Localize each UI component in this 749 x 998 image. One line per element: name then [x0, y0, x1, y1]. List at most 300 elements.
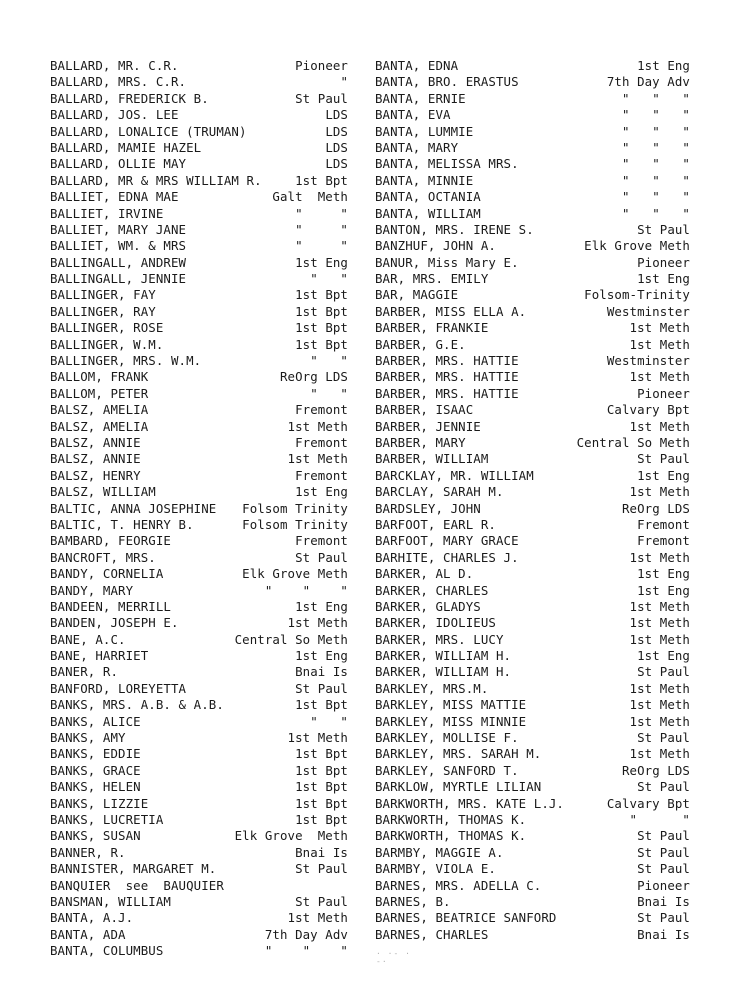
entry-church: Bnai Is: [295, 844, 348, 860]
entry-row: [50, 763, 348, 779]
entry-name: BANTA, MINNIE: [375, 172, 474, 188]
entry-row: [50, 107, 348, 123]
entry-row: [50, 238, 348, 254]
entry-church: Galt Meth: [272, 189, 348, 205]
entry-name: BANKS, LUCRETIA: [50, 811, 164, 827]
entry-church: 1st Eng: [295, 484, 348, 500]
entry-row: [375, 156, 690, 172]
entry-church: LDS: [325, 156, 348, 172]
entry-name: BANDEN, JOSEPH E.: [50, 615, 179, 631]
entry-church: 1st Meth: [629, 336, 690, 352]
entry-name: BARNES, CHARLES: [375, 926, 489, 942]
entry-church: Central So Meth: [234, 631, 348, 647]
entry-name: BARMBY, VIOLA E.: [375, 861, 496, 877]
entry-name: BARNES, BEATRICE SANFORD: [375, 910, 557, 926]
entry-church: Bnai Is: [295, 664, 348, 680]
entry-church: St Paul: [637, 779, 690, 795]
entry-row: [50, 468, 348, 484]
entry-name: BARKER, GLADYS: [375, 598, 481, 614]
entry-row: [375, 107, 690, 123]
entry-name: BALTIC, ANNA JOSEPHINE: [50, 500, 217, 516]
entry-name: BALLINGER, W.M.: [50, 336, 164, 352]
entry-row: [375, 124, 690, 140]
entry-church: St Paul: [295, 893, 348, 909]
entry-name: BALTIC, T. HENRY B.: [50, 516, 194, 532]
entry-church: Calvary Bpt: [606, 402, 690, 418]
entry-name: BANUR, Miss Mary E.: [375, 254, 519, 270]
entry-church: " " ": [621, 156, 690, 172]
entry-row: [375, 369, 690, 385]
entry-church: St Paul: [295, 861, 348, 877]
entry-name: BARKLEY, MISS MINNIE: [375, 713, 527, 729]
entry-row: [50, 583, 348, 599]
entry-church: " ": [295, 221, 348, 237]
entry-name: BARMBY, MAGGIE A.: [375, 844, 504, 860]
entry-church: 1st Eng: [637, 582, 690, 598]
entry-name: BARNES, B.: [375, 893, 451, 909]
entry-row: [375, 386, 690, 402]
entry-name: BARBER, ISAAC: [375, 402, 474, 418]
entry-church: " ": [310, 713, 348, 729]
entry-church: St Paul: [637, 910, 690, 926]
entry-row: [375, 566, 690, 582]
entry-church: 1st Meth: [629, 598, 690, 614]
entry-name: BARKLEY, MISS MATTIE: [375, 697, 527, 713]
entry-church: Folsom-Trinity: [584, 287, 690, 303]
entry-church: Pioneer: [637, 254, 690, 270]
entry-row: [50, 648, 348, 664]
entry-name: BALLIET, EDNA MAE: [50, 189, 179, 205]
entry-row: [375, 304, 690, 320]
entry-name: BANKS, SUSAN: [50, 828, 141, 844]
entry-church: Fremont: [637, 516, 690, 532]
right-column: [375, 58, 690, 943]
entry-church: Pioneer: [637, 385, 690, 401]
entry-church: 1st Bpt: [295, 303, 348, 319]
entry-name: BALLINGER, RAY: [50, 303, 156, 319]
entry-row: [50, 927, 348, 943]
entry-row: [375, 763, 690, 779]
entry-church: 1st Meth: [287, 910, 348, 926]
entry-name: BANZHUF, JOHN A.: [375, 238, 496, 254]
entry-church: " ": [310, 385, 348, 401]
entry-row: [50, 828, 348, 844]
entry-church: Westminster: [606, 353, 690, 369]
entry-name: BALSZ, AMELIA: [50, 402, 149, 418]
entry-church: Elk Grove Meth: [242, 566, 348, 582]
entry-row: [375, 140, 690, 156]
entry-name: BARBER, MARY: [375, 434, 466, 450]
entry-church: Calvary Bpt: [606, 795, 690, 811]
entry-row: [50, 714, 348, 730]
entry-row: [50, 550, 348, 566]
entry-church: ReOrg LDS: [621, 500, 690, 516]
entry-church: 1st Eng: [637, 467, 690, 483]
entry-row: [50, 402, 348, 418]
entry-name: BANTA, ADA: [50, 926, 126, 942]
entry-name: BANSMAN, WILLIAM: [50, 893, 171, 909]
entry-row: [375, 796, 690, 812]
entry-name: BAMBARD, FEORGIE: [50, 533, 171, 549]
entry-church: St Paul: [637, 861, 690, 877]
entry-row: [375, 435, 690, 451]
entry-church: " " ": [621, 172, 690, 188]
entry-row: [375, 845, 690, 861]
entry-church: 1st Meth: [287, 451, 348, 467]
scan-smudge: · ·- · -·: [376, 949, 411, 966]
entry-name: BANFORD, LOREYETTA: [50, 680, 187, 696]
entry-row: [375, 189, 690, 205]
entry-name: BARBER, G.E.: [375, 336, 466, 352]
entry-church: Folsom Trinity: [242, 500, 348, 516]
entry-church: " " ": [264, 943, 348, 959]
entry-name: BALLIET, IRVINE: [50, 205, 164, 221]
entry-name: BARBER, MISS ELLA A.: [375, 303, 527, 319]
entry-row: [375, 615, 690, 631]
entry-name: BALLIET, MARY JANE: [50, 221, 187, 237]
entry-row: [375, 746, 690, 762]
entry-church: " " ": [621, 205, 690, 221]
entry-church: Bnai Is: [637, 893, 690, 909]
entry-name: BANKS, GRACE: [50, 762, 141, 778]
entry-name: BAR, MRS. EMILY: [375, 271, 489, 287]
entry-name: BARKER, CHARLES: [375, 582, 489, 598]
entry-name: BARCKLAY, MR. WILLIAM: [375, 467, 534, 483]
entry-row: [50, 746, 348, 762]
entry-church: ": [340, 74, 348, 90]
entry-church: 1st Eng: [637, 271, 690, 287]
entry-church: " " ": [264, 582, 348, 598]
entry-church: 1st Bpt: [295, 287, 348, 303]
entry-church: 1st Eng: [637, 648, 690, 664]
entry-name: BALLARD, MR & MRS WILLIAM R.: [50, 172, 262, 188]
entry-church: 1st Meth: [629, 697, 690, 713]
entry-row: [50, 189, 348, 205]
entry-row: [375, 681, 690, 697]
entry-name: BARKER, WILLIAM H.: [375, 664, 512, 680]
entry-row: [375, 222, 690, 238]
entry-name: BANKS, HELEN: [50, 779, 141, 795]
entry-name: BARKLEY, MRS. SARAH M.: [375, 746, 542, 762]
entry-church: 1st Bpt: [295, 762, 348, 778]
entry-row: [375, 238, 690, 254]
entry-row: [375, 484, 690, 500]
entry-row: [50, 796, 348, 812]
entry-church: Fremont: [295, 434, 348, 450]
entry-row: [50, 206, 348, 222]
entry-name: BALSZ, HENRY: [50, 467, 141, 483]
entry-name: BALLARD, MRS. C.R.: [50, 74, 187, 90]
entry-church: 1st Eng: [295, 648, 348, 664]
entry-row: [375, 828, 690, 844]
entry-church: " ": [310, 271, 348, 287]
entry-church: 1st Meth: [629, 484, 690, 500]
entry-row: [50, 156, 348, 172]
entry-church: Pioneer: [637, 877, 690, 893]
entry-name: BANTA, EDNA: [375, 58, 459, 73]
entry-row: [50, 730, 348, 746]
entry-name: BANKS, LIZZIE: [50, 795, 149, 811]
entry-name: BALLARD, OLLIE MAY: [50, 156, 187, 172]
entry-name: BARKLEY, SANFORD T.: [375, 762, 519, 778]
entry-name: BALSZ, ANNIE: [50, 434, 141, 450]
entry-row: [50, 566, 348, 582]
entry-row: [375, 451, 690, 467]
entry-church: St Paul: [637, 730, 690, 746]
entry-name: BALLARD, FREDERICK B.: [50, 90, 209, 106]
entry-row: [375, 501, 690, 517]
entry-name: BARBER, WILLIAM: [375, 451, 489, 467]
entry-name: BANTON, MRS. IRENE S.: [375, 221, 534, 237]
entry-row: [375, 583, 690, 599]
entry-name: BARHITE, CHARLES J.: [375, 549, 519, 565]
entry-name: BARNES, MRS. ADELLA C.: [375, 877, 542, 893]
entry-name: BARBER, FRANKIE: [375, 320, 489, 336]
entry-row: [375, 91, 690, 107]
entry-row: [375, 910, 690, 926]
entry-row: [375, 714, 690, 730]
entry-row: [375, 664, 690, 680]
entry-row: [50, 451, 348, 467]
entry-row: [375, 419, 690, 435]
entry-row: [375, 173, 690, 189]
entry-row: [375, 632, 690, 648]
entry-row: [50, 861, 348, 877]
entry-row: [50, 304, 348, 320]
entry-church: 1st Meth: [629, 746, 690, 762]
entry-name: BANTA, LUMMIE: [375, 123, 474, 139]
entry-row: [375, 927, 690, 943]
entry-name: BANTA, OCTANIA: [375, 189, 481, 205]
left-column: [50, 58, 348, 959]
entry-name: BALLARD, MAMIE HAZEL: [50, 139, 202, 155]
entry-row: [375, 697, 690, 713]
entry-name: BANCROFT, MRS.: [50, 549, 156, 565]
entry-church: Fremont: [295, 402, 348, 418]
entry-church: Fremont: [295, 467, 348, 483]
entry-row: [375, 255, 690, 271]
entry-name: BARKWORTH, THOMAS K.: [375, 828, 527, 844]
entry-name: BANTA, WILLIAM: [375, 205, 481, 221]
entry-row: [50, 337, 348, 353]
entry-name: BALLARD, LONALICE (TRUMAN): [50, 123, 247, 139]
entry-name: BALLINGER, FAY: [50, 287, 156, 303]
entry-name: BANTA, EVA: [375, 107, 451, 123]
entry-row: [50, 845, 348, 861]
entry-name: BANTA, MELISSA MRS.: [375, 156, 519, 172]
entry-row: [50, 615, 348, 631]
entry-name: BARKER, AL D.: [375, 566, 474, 582]
entry-church: Folsom Trinity: [242, 516, 348, 532]
entry-row: [375, 550, 690, 566]
entry-row: [50, 140, 348, 156]
entry-row: [50, 435, 348, 451]
entry-row: [375, 730, 690, 746]
entry-name: BANQUIER see BAUQUIER: [50, 877, 224, 893]
entry-church: 1st Meth: [629, 549, 690, 565]
entry-church: " ": [295, 238, 348, 254]
entry-church: 1st Bpt: [295, 811, 348, 827]
entry-church: 7th Day Adv: [606, 74, 690, 90]
entry-church: LDS: [325, 107, 348, 123]
entry-row: [375, 599, 690, 615]
entry-name: BANTA, MARY: [375, 139, 459, 155]
entry-name: BARKER, WILLIAM H.: [375, 648, 512, 664]
entry-church: " " ": [621, 90, 690, 106]
entry-row: [50, 943, 348, 959]
entry-name: BALLIET, WM. & MRS: [50, 238, 187, 254]
entry-name: BANKS, MRS. A.B. & A.B.: [50, 697, 224, 713]
entry-church: 1st Bpt: [295, 320, 348, 336]
entry-row: [375, 271, 690, 287]
entry-row: [50, 697, 348, 713]
entry-church: " " ": [621, 123, 690, 139]
entry-church: " ": [629, 811, 690, 827]
entry-row: [375, 337, 690, 353]
entry-row: [50, 386, 348, 402]
entry-name: BALLARD, MR. C.R.: [50, 58, 179, 73]
entry-church: Pioneer: [295, 58, 348, 73]
entry-church: 1st Bpt: [295, 172, 348, 188]
entry-row: [375, 58, 690, 74]
entry-name: BANTA, COLUMBUS: [50, 943, 164, 959]
entry-church: 1st Meth: [629, 369, 690, 385]
entry-church: LDS: [325, 139, 348, 155]
entry-name: BARBER, MRS. HATTIE: [375, 353, 519, 369]
entry-church: Elk Grove Meth: [234, 828, 348, 844]
entry-name: BARKLOW, MYRTLE LILIAN: [375, 779, 542, 795]
entry-church: 1st Meth: [629, 631, 690, 647]
entry-row: [375, 533, 690, 549]
entry-row: [50, 501, 348, 517]
entry-church: 1st Meth: [287, 418, 348, 434]
entry-name: BANDEEN, MERRILL: [50, 598, 171, 614]
entry-name: BARBER, MRS. HATTIE: [375, 369, 519, 385]
entry-name: BARBER, MRS. HATTIE: [375, 385, 519, 401]
entry-church: 1st Meth: [287, 730, 348, 746]
entry-row: [50, 369, 348, 385]
entry-church: 1st Eng: [295, 598, 348, 614]
entry-church: 1st Bpt: [295, 746, 348, 762]
entry-name: BALSZ, ANNIE: [50, 451, 141, 467]
entry-church: 1st Bpt: [295, 336, 348, 352]
entry-name: BALLOM, FRANK: [50, 369, 149, 385]
entry-row: [50, 271, 348, 287]
entry-name: BALLARD, JOS. LEE: [50, 107, 179, 123]
entry-row: [50, 320, 348, 336]
entry-name: BANDY, CORNELIA: [50, 566, 164, 582]
entry-name: BANDY, MARY: [50, 582, 134, 598]
entry-row: [375, 74, 690, 90]
entry-row: [375, 353, 690, 369]
entry-church: " ": [310, 353, 348, 369]
entry-row: [50, 222, 348, 238]
entry-row: [50, 812, 348, 828]
entry-church: ReOrg LDS: [621, 762, 690, 778]
entry-row: [375, 287, 690, 303]
entry-church: St Paul: [295, 680, 348, 696]
entry-church: St Paul: [295, 90, 348, 106]
entry-name: BANKS, AMY: [50, 730, 126, 746]
entry-church: LDS: [325, 123, 348, 139]
entry-row: [375, 468, 690, 484]
entry-name: BARKER, IDOLIEUS: [375, 615, 496, 631]
entry-name: BANKS, EDDIE: [50, 746, 141, 762]
entry-name: BALLINGER, ROSE: [50, 320, 164, 336]
entry-row: [375, 648, 690, 664]
entry-name: BAR, MAGGIE: [375, 287, 459, 303]
entry-church: 1st Meth: [629, 418, 690, 434]
entry-row: [50, 517, 348, 533]
entry-name: BANKS, ALICE: [50, 713, 141, 729]
entry-name: BARBER, JENNIE: [375, 418, 481, 434]
entry-row: [50, 255, 348, 271]
entry-name: BALLINGALL, JENNIE: [50, 271, 187, 287]
entry-church: Fremont: [295, 533, 348, 549]
entry-row: [375, 320, 690, 336]
entry-church: " " ": [621, 107, 690, 123]
entry-name: BALLINGALL, ANDREW: [50, 254, 187, 270]
entry-row: [50, 533, 348, 549]
entry-row: [375, 517, 690, 533]
entry-name: BARKWORTH, THOMAS K.: [375, 811, 527, 827]
entry-name: BANTA, BRO. ERASTUS: [375, 74, 519, 90]
entry-name: BALSZ, WILLIAM: [50, 484, 156, 500]
entry-church: 1st Bpt: [295, 779, 348, 795]
entry-name: BARKLEY, MOLLISE F.: [375, 730, 519, 746]
entry-church: Central So Meth: [576, 434, 690, 450]
entry-church: 1st Bpt: [295, 795, 348, 811]
entry-church: 1st Meth: [629, 320, 690, 336]
entry-church: 1st Meth: [629, 680, 690, 696]
entry-church: St Paul: [637, 844, 690, 860]
entry-church: Elk Grove Meth: [584, 238, 690, 254]
entry-church: St Paul: [295, 549, 348, 565]
entry-row: [375, 206, 690, 222]
entry-row: [50, 353, 348, 369]
entry-church: St Paul: [637, 451, 690, 467]
entry-row: [50, 632, 348, 648]
entry-church: 1st Meth: [629, 615, 690, 631]
entry-church: " " ": [621, 189, 690, 205]
entry-row: [50, 484, 348, 500]
entry-row: [50, 58, 348, 74]
entry-row: [50, 74, 348, 90]
entry-name: BARKER, MRS. LUCY: [375, 631, 504, 647]
entry-name: BARFOOT, MARY GRACE: [375, 533, 519, 549]
entry-name: BARKLEY, MRS.M.: [375, 680, 489, 696]
entry-row: [375, 878, 690, 894]
entry-church: Fremont: [637, 533, 690, 549]
entry-name: BARKWORTH, MRS. KATE L.J.: [375, 795, 564, 811]
entry-row: [50, 910, 348, 926]
entry-church: 1st Meth: [629, 713, 690, 729]
entry-church: 1st Meth: [287, 615, 348, 631]
entry-name: BANNER, R.: [50, 844, 126, 860]
entry-name: BANTA, A.J.: [50, 910, 134, 926]
entry-name: BARDSLEY, JOHN: [375, 500, 481, 516]
entry-name: BANNISTER, MARGARET M.: [50, 861, 217, 877]
entry-church: ReOrg LDS: [279, 369, 348, 385]
entry-name: BARCLAY, SARAH M.: [375, 484, 504, 500]
entry-church: St Paul: [637, 221, 690, 237]
entry-row: [50, 779, 348, 795]
entry-row: [50, 287, 348, 303]
entry-row: [375, 894, 690, 910]
entry-row: [50, 681, 348, 697]
entry-row: [50, 419, 348, 435]
entry-row: [50, 124, 348, 140]
